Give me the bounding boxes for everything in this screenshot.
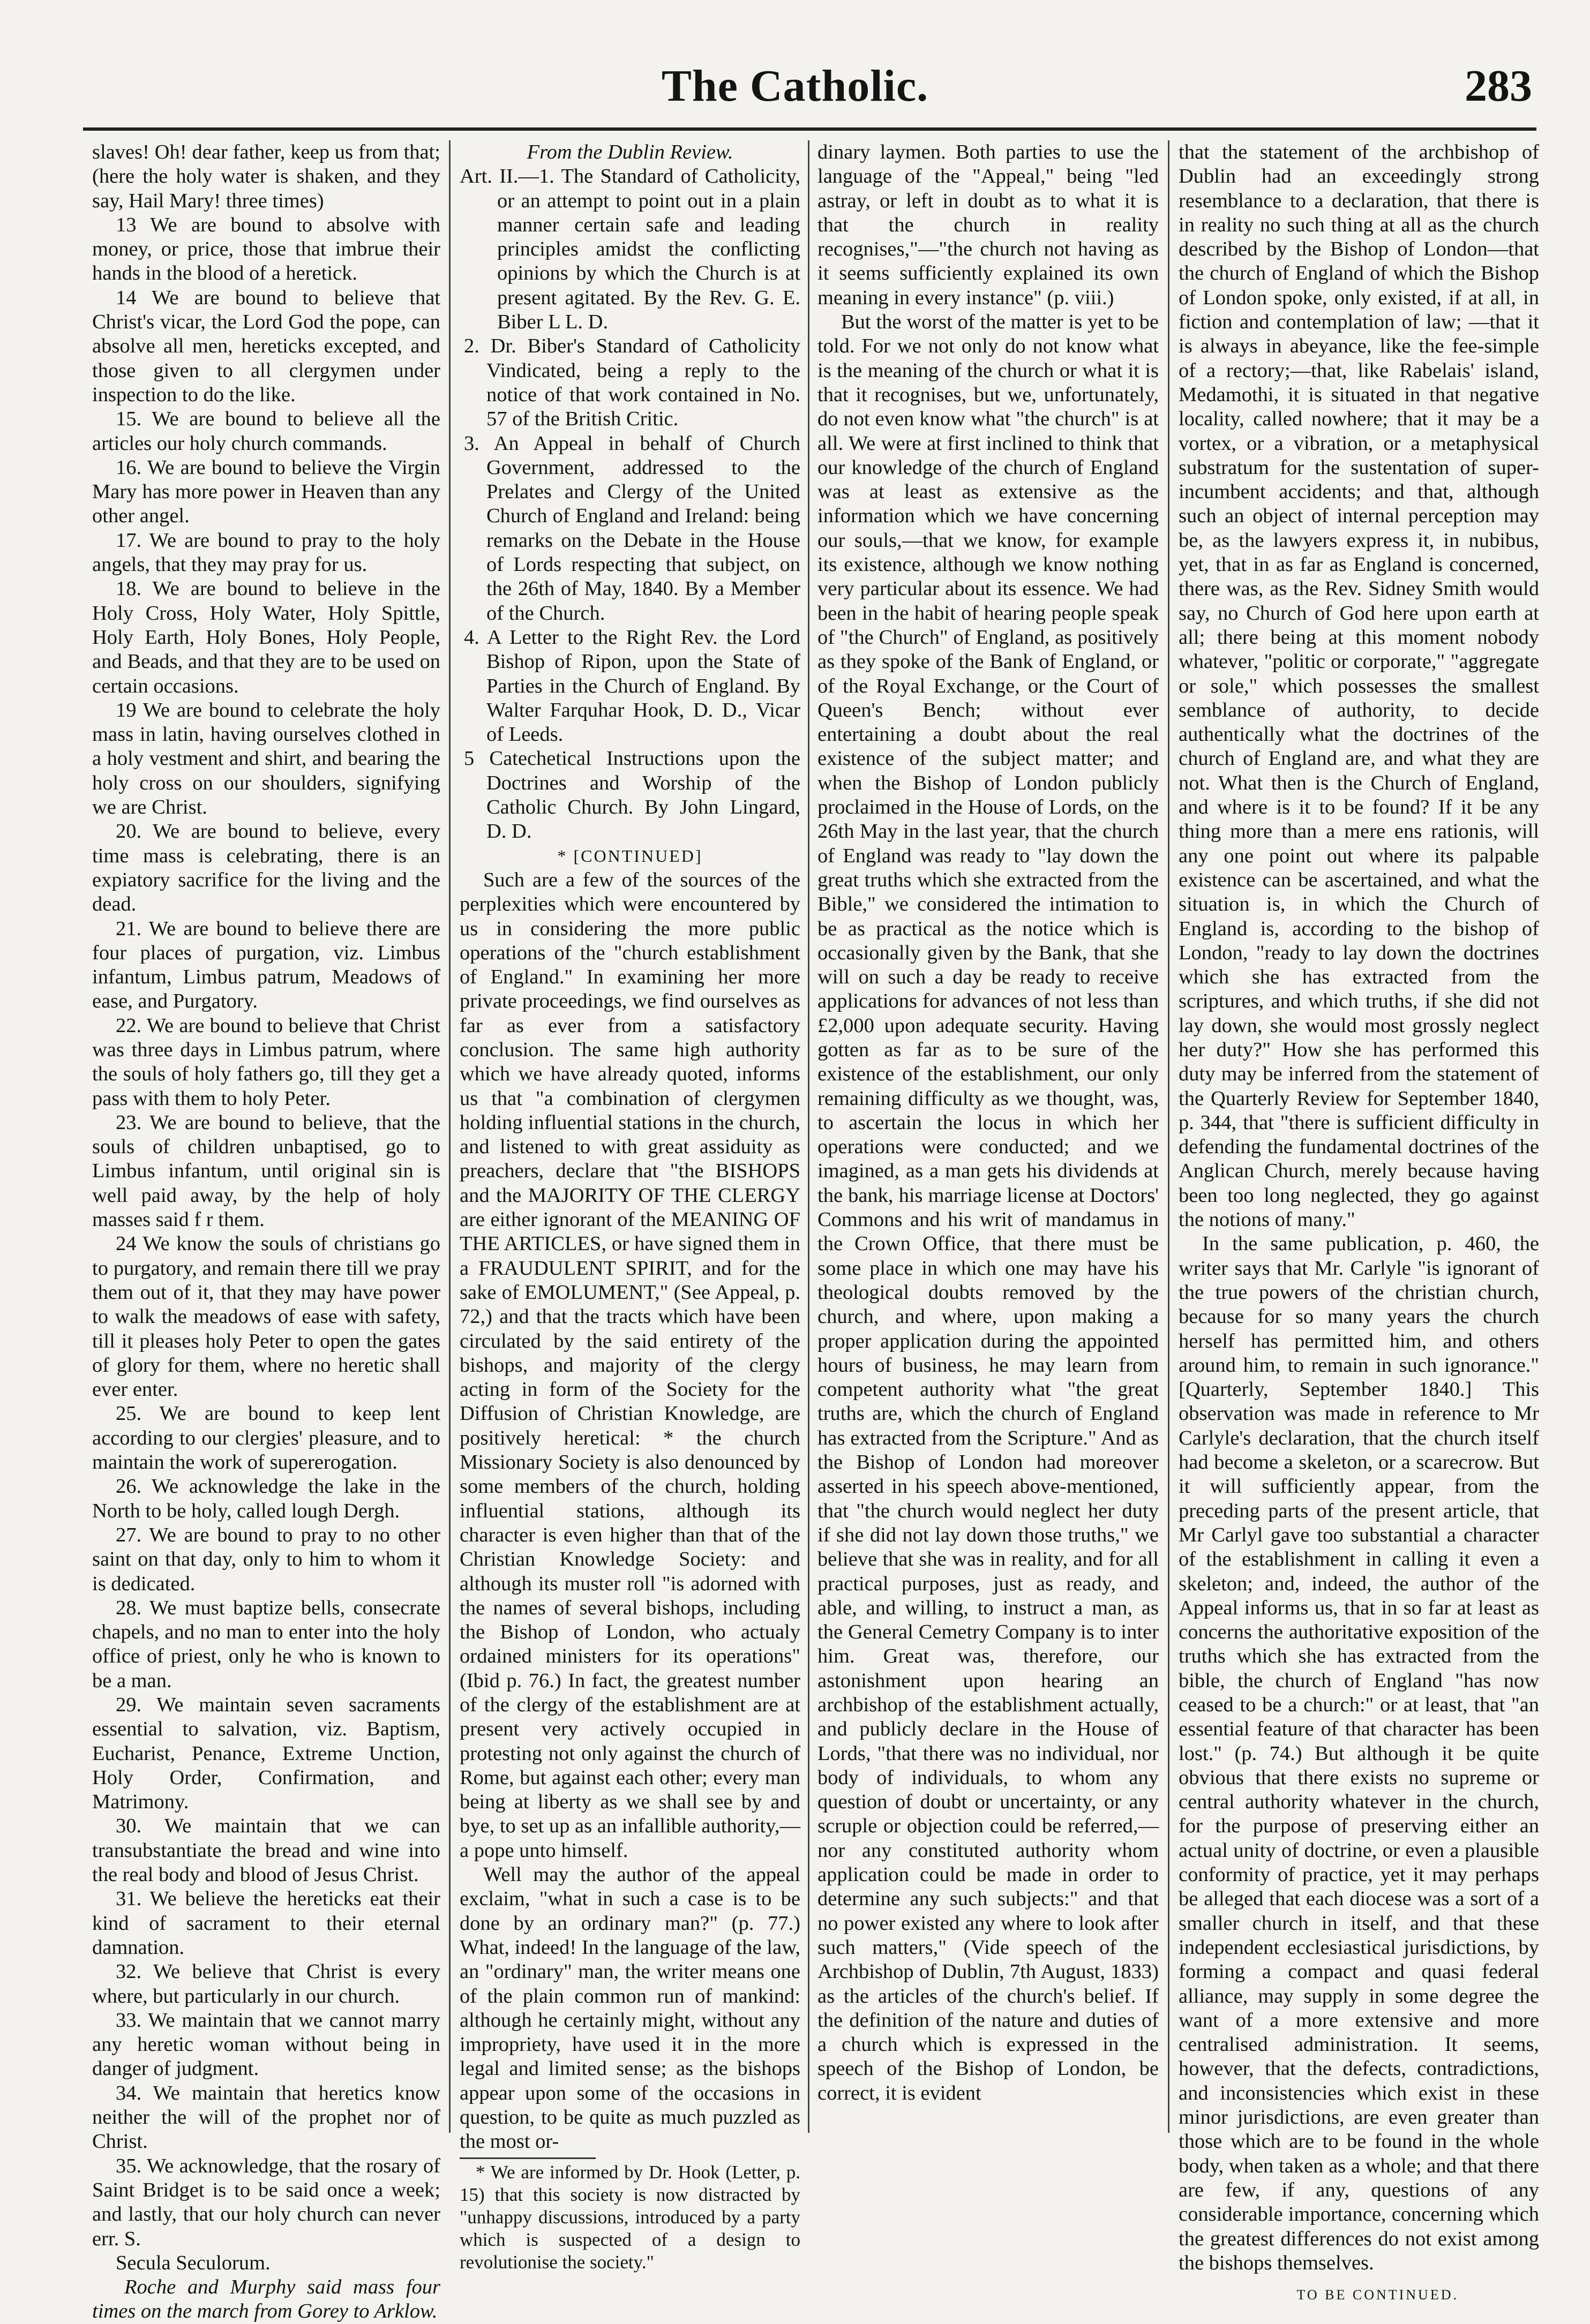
header-rule [83, 127, 1536, 131]
to-be-continued: TO BE CONTINUED. [1296, 2287, 1459, 2303]
reviewed-work: 5 Catechetical Instructions upon the Doctrines and Worship of the Catholic Church. By John Lingard, D. D. [464, 747, 800, 843]
column-divider [449, 140, 451, 2133]
article-paragraph: slaves! Oh! dear father, keep us from that; (here the holy water is shaken, and they say, Hail Mary! three times) [92, 141, 440, 212]
article-paragraph: dinary laymen. Both parties to use the language of the "Appeal," being "led astray, or left in doubt as to what it is that the church in reality recognises,"—"the church not having as it seems sufficiently explained its own meaning in every instance" (p. viii.) [818, 141, 1159, 309]
creed-item: 30. We maintain that we can transubstantiate the bread and wine into the real body and blood of Jesus Christ. [92, 1815, 440, 1886]
page-title: The Catholic. [661, 61, 929, 111]
creed-item: 24 We know the souls of christians go to purgatory, and remain there till we pray them out of it, that they may have power to walk the meadows of ease with safety, till it pleases holy Peter to open the gates of glory for them, where no heretic shall ever enter. [92, 1232, 440, 1401]
masthead [0, 0, 1590, 145]
creed-item: 25. We are bound to keep lent according to our clergies' pleasure, and to maintain the work of supererogation. [92, 1402, 440, 1474]
creed-item: 14 We are bound to believe that Christ's vicar, the Lord God the pope, can absolve all men, hereticks excepted, and those given to all clergymen under inspection to do the like. [92, 286, 440, 406]
creed-item: 31. We believe the hereticks eat their kind of sacrament to their eternal damnation. [92, 1887, 440, 1959]
creed-item: 20. We are bound to believe, every time mass is celebrating, there is an expiatory sacrifice for the living and the dead. [92, 820, 440, 916]
creed-item: 29. We maintain seven sacraments essential to salvation, viz. Baptism, Eucharist, Penance, Extreme Unction, Holy Order, Confirmation, and Matrimony. [92, 1694, 440, 1814]
page-number: 283 [1465, 61, 1532, 111]
creed-item: 13 We are bound to absolve with money, or price, those that imbrue their hands in the blood of a heretick. [92, 213, 440, 285]
article-paragraph: In the same publication, p. 460, the writer says that Mr. Carlyle "is ignorant of the true powers of the christian church, because for so many years the church herself has permitted him, and others around him, to remain in such ignorance." [Quarterly, September 1840.] This observation was made in reference to Mr Carlyle's declaration, that the church itself had become a skeleton, or a scarecrow. But it will sufficiently appear, from the preceding parts of the present article, that Mr Carlyl gave too substantial a character of the establishment in calling it even a skeleton; and, indeed, the author of the Appeal informs us, that in so far at least as concerns the authoritative exposition of the truths which she has extracted from the bible, the church of England "has now ceased to be a church:" or at least, that "an essential feature of that character has been lost." (p. 74.) But although it be quite obvious that there exists no supreme or central authority whatever in the church, for the purpose of preserving either an actual unity of doctrine, or even a plausible conformity of practice, yet it may perhaps be alleged that each diocese was a sort of a smaller church in itself, and that these independent ecclesiastical jurisdictions, by forming a compact and quasi federal alliance, may supply in some degree the want of a more extensive and more centralised administration. It seems, however, that the defects, contradictions, and inconsistencies which exist in these minor jurisdictions, are even greater than those which are to be found in the whole body, when taken as a whole; and that there are few, if any, questions of any considerable importance, concerning which the greatest differences do not exist among the bishops themselves. [1179, 1232, 1539, 2274]
reviewed-work: 3. An Appeal in behalf of Church Government, addressed to the Prelates and Clergy of the United Church of England and Ireland: being remarks on the Debate in the House of Lords respecting that subject, on the 26th of May, 1840. By a Member of the Church. [464, 432, 800, 625]
creed-item: 33. We maintain that we cannot marry any heretic woman without being in danger of judgment. [92, 2009, 440, 2080]
creed-item: 26. We acknowledge the lake in the North to be holy, called lough Dergh. [92, 1475, 440, 1522]
footnote: * We are informed by Dr. Hook (Letter, p. 15) that this society is now distracted by "unhappy discussions, introduced by a party which is suspected of a design to revolutionise the society." [460, 2161, 800, 2273]
article-paragraph: But the worst of the matter is yet to be told. For we not only do not know what is the meaning of the church or what it is that it recognises, but we, unfortunately, do not even know what "the church" is at all. We were at first inclined to think that our knowledge of the church of England was at least as extensive as the information which we have concerning our souls,—that we know, for example its existence, although we know nothing very particular about its essence. We had been in the habit of hearing people speak of "the Church" of England, as positively as they spoke of the Bank of England, or of the Royal Exchange, or the Court of Queen's Bench; without ever entertaining a doubt about the real existence of the subject matter; and when the Bishop of London publicly proclaimed in the House of Lords, on the 26th May in the last year, that the church of England was ready to "lay down the great truths which she extracted from the Bible," we considered the intimation to be as practical as the notice which is occasionally given by the Bank, that she will on such a day be ready to receive applications for advances of not less than £2,000 upon adequate security. Having gotten as far as to be sure of the existence of the establishment, our only remaining difficulty as we thought, was, to ascertain the locus in which her operations were conducted; and we imagined, as a man gets his dividends at the bank, his marriage license at Doctors' Commons and his writ of mandamus in the Crown Office, that there must be some place in which one may have his theological doubts removed by the church, and where, upon making a proper application during the appointed hours of business, he may learn from competent authority what "the great truths are, which the church of England has extracted from the Scripture." And as the Bishop of London had moreover asserted in his speech above-mentioned, that "the church would neglect her duty if she did not lay down those truths," we believe that she was in reality, and for all practical purposes, just as ready, and able, and willing, to instruct a man, as the General Cemetry Company is to inter him. Great was, therefore, our astonishment upon hearing an archbishop of the establishment actually, and publicly declare in the House of Lords, "that there was no individual, nor body of individuals, to whom any question of doubt or uncertainty, or any scruple or objection could be referred,—nor any constituted authority whom application could be made in order to determine any such subjects:" and that no power existed any where to look after such matters," (Vide speech of the Archbishop of Dublin, 7th August, 1833) as the articles of the church's belief. If the definition of the nature and duties of a church which is expressed in the speech of the Bishop of London, be correct, it is evident [818, 311, 1159, 2104]
column-divider [1168, 140, 1169, 2133]
creed-item: 21. We are bound to believe there are four places of purgation, viz. Limbus infantum, Limbus patrum, Meadows of ease, and Purgatory. [92, 917, 440, 1013]
reviewed-work: Art. II.—1. The Standard of Catholicity, or an attempt to point out in a plain manner certain safe and leading principles amidst the conflicting opinions by which the Church is at present agitated. By the Rev. G. E. Biber L L. D. [460, 165, 800, 334]
creed-item: 32. We believe that Christ is every where, but particularly in our church. [92, 1960, 440, 2007]
creed-item: 27. We are bound to pray to no other saint on that day, only to him to whom it is dedicated. [92, 1523, 440, 1595]
reviewed-work: 2. Dr. Biber's Standard of Catholicity Vindicated, being a reply to the notice of that work contained in No. 57 of the British Critic. [464, 335, 800, 431]
creed-item: 23. We are bound to believe, that the souls of children unbaptised, go to Limbus infantum, until original sin is well paid away, by the help of holy masses said f r them. [92, 1111, 440, 1231]
continued-label: * [CONTINUED] [557, 846, 703, 866]
creed-item: 28. We must baptize bells, consecrate chapels, and no man to enter into the holy office of priest, only he who is known to be a man. [92, 1596, 440, 1692]
article-paragraph: Such are a few of the sources of the perplexities which were encountered by us in considering the more public operations of the "church establishment of England." In examining her more private proceedings, we find ourselves as far as ever from a satisfactory conclusion. The same high authority which we have already quoted, informs us that "a combination of clergymen holding influential stations in the church, and listened to with great assiduity as preachers, declare that "the BISHOPS and the MAJORITY OF THE CLERGY are either ignorant of the MEANING OF THE ARTICLES, or have signed them in a FRAUDULENT SPIRIT, and for the sake of EMOLUMENT," (See Appeal, p. 72,) and that the tracts which have been circulated by the said entirety of the bishops, and majority of the clergy acting in form of the Society for the Diffusion of Christian Knowledge, are positively heretical: * the church Missionary Society is also denounced by some members of the church, holding influential stations, although its character is even higher than that of the Christian Knowledge Society: and although its muster roll "is adorned with the names of several bishops, including the Bishop of London, who actualy ordained ministers for its operations" (Ibid p. 76.) In fact, the greatest number of the clergy of the establishment are at present very actively occupied in protesting not only against the church of Rome, but against each other; every man being at liberty as we shall see by and bye, to set up as an infallible authority,—a pope unto himself. [460, 868, 800, 1862]
creed-item: 34. We maintain that heretics know neither the will of the prophet nor of Christ. [92, 2081, 440, 2153]
source-heading: From the Dublin Review. [527, 141, 733, 163]
creed-item: 17. We are bound to pray to the holy angels, that they may pray for us. [92, 529, 440, 576]
article-paragraph: that the statement of the archbishop of Dublin had an exceedingly strong resemblance to a declaration, that there is in reality no such thing at all as the church described by the Bishop of London—that the church of England of which the Bishop of London spoke, only existed, if at all, in fiction and contemplation of law; —that it is always in abeyance, like the fee-simple of a rectory;—that, like Rabelais' island, Medamothi, it is situated in that negative locality, called nowhere; that it may be a vortex, or a vibration, or a metaphysical substratum for the sustentation of super-incumbent accidents; and that, although such an object of internal perception may be, as the lawyers express it, in nubibus, yet, that in as far as England is concerned, there was, as the Rev. Sidney Smith would say, no Church of God here upon earth at all; there being at this moment nobody whatever, "politic or corporate," "aggregate or sole," which possesses the smallest semblance of authority, to decide authentically what the doctrines of the church of England are, and what they are not. What then is the Church of England, and where is it to be found? If it be any thing more than a mere ens rationis, will any one point out where its palpable existence can be ascertained, and what the situation is, in which the Church of England is, according to the bishop of London, "ready to lay down the doctrines which she has extracted from the scriptures, and which truths, if she did not lay down, she would most grossly neglect her duty?" How she has performed this duty may be inferred from the statement of the Quarterly Review for September 1840, p. 344, that "there is sufficient difficulty in defending the fundamental doctrines of the Anglican Church, merely because having been too long neglected, they go against the notions of many." [1179, 141, 1539, 1231]
column-2 [460, 140, 800, 2273]
creed-item: 19 We are bound to celebrate the holy mass in latin, having ourselves clothed in a holy vestment and shirt, and bearing the holy cross on our shoulders, signifying we are Christ. [92, 698, 440, 819]
creed-item: 15. We are bound to believe all the articles our holy church commands. [92, 408, 440, 455]
signoff: Roche and Murphy said mass four times on the march from Gorey to Arklow. [92, 2276, 440, 2323]
creed-item: 18. We are bound to believe in the Holy Cross, Holy Water, Holy Spittle, Holy Earth, Holy Bones, Holy People, and Beads, and that they are to be used on certain occasions. [92, 577, 440, 697]
creed-item: 35. We acknowledge, that the rosary of Saint Bridget is to be said once a week; and lastly, that our holy church can never err. S. [92, 2154, 440, 2250]
article-paragraph: Well may the author of the appeal exclaim, "what in such a case is to be done by an ordinary man?" (p. 77.) What, indeed! In the language of the law, an "ordinary" man, the writer means one of the plain common run of mankind: although he certainly might, without any impropriety, have used it in the more legal and limited sense; as the bishops appear upon some of the occasions in question, to be quite as much puzzled as the most or- [460, 1863, 800, 2153]
creed-item: Secula Seculorum. [116, 2251, 271, 2274]
column-divider [808, 140, 809, 2133]
column-4 [1179, 140, 1539, 2303]
column-3 [818, 140, 1159, 2154]
reviewed-work: 4. A Letter to the Right Rev. the Lord Bishop of Ripon, upon the State of Parties in the Church of England. By Walter Farquhar Hook, D. D., Vicar of Leeds. [464, 626, 800, 746]
creed-item: 22. We are bound to believe that Christ was three days in Limbus patrum, where the souls of holy fathers go, till they get a pass with them to holy Peter. [92, 1014, 440, 1110]
column-1 [92, 140, 440, 2323]
creed-item: 16. We are bound to believe the Virgin Mary has more power in Heaven than any other angel. [92, 456, 440, 528]
footnote-rule [460, 2157, 596, 2159]
